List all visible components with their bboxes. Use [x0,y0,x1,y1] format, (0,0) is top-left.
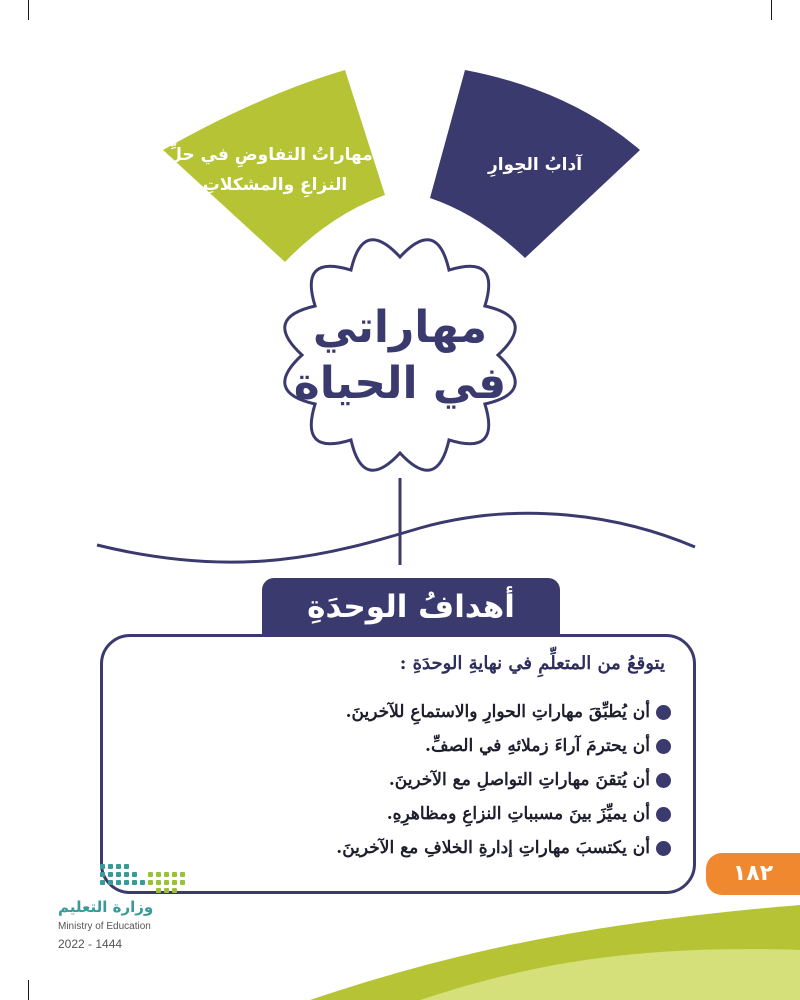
bullet-icon [656,705,671,720]
ground-line [97,513,695,562]
unit-goals-title: أهدافُ الوحدَةِ [262,578,560,636]
petal-label-etiquette: آدابُ الحِوارِ [487,155,583,175]
bullet-icon [656,773,671,788]
bullet-icon [656,739,671,754]
ministry-logo-icon [100,862,190,896]
petal-label-negotiation-1: مهاراتُ التفاوضِ في حلِّ [167,145,373,165]
goal-item [336,763,671,797]
goal-item [336,797,671,831]
goal-text: أن يُطبِّقَ مهاراتِ الحوارِ والاستماعِ للآخرينَ. [345,702,650,722]
bullet-icon [656,841,671,856]
ministry-name-en: Ministry of Education [58,921,151,932]
page-number: ١٨٢ [706,853,800,895]
edition-year: 2022 - 1444 [58,937,123,951]
bullet-icon [656,807,671,822]
goal-text: أن يكتسبَ مهاراتِ إدارةِ الخلافِ مع الآخرينَ. [336,838,650,858]
goal-item [336,729,671,763]
goals-intro: يتوقعُ من المتعلِّمِ في نهايةِ الوحدَةِ : [399,653,665,674]
unit-goals-box [100,634,696,894]
ministry-name-ar: وزارة التعليم [58,898,154,916]
goal-text: أن يميِّزَ بينَ مسبباتِ النزاعِ ومظاهرِهِ. [386,804,650,824]
flower-title-line2: في الحياة [293,358,507,409]
goals-list [336,695,671,865]
petal-label-negotiation-2: النزاعِ والمشكلاتِ [202,175,348,195]
goal-item [336,831,671,865]
goal-text: أن يحترمَ آراءَ زملائهِ في الصفِّ. [425,736,650,756]
flower-title-line1: مهاراتي [312,302,488,353]
goal-item [336,695,671,729]
goal-text: أن يُتقنَ مهاراتِ التواصلِ مع الآخرينَ. [388,770,650,790]
